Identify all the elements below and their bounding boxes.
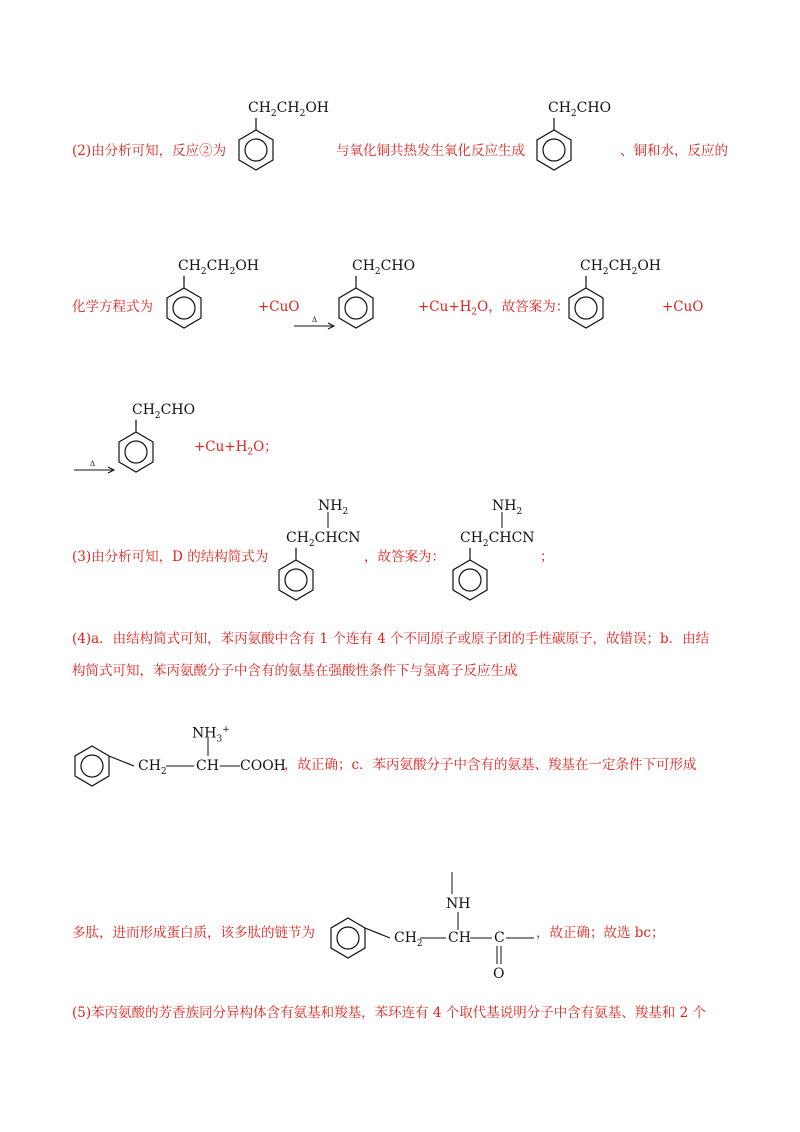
d-chain-label: $CH_2CHCN$ [460,530,535,549]
ch2-label: $CH_2$ [138,758,167,777]
benzene-ring-icon [534,118,574,174]
benzene-ring-icon [72,744,112,788]
section3-answer-text: ，故答案为： [364,549,445,565]
d-chain-label: $CH_2CHCN$ [286,530,361,549]
bond-line [326,512,332,532]
benzene-ring-icon [328,916,368,960]
section4-line3-text: ，故正确；c．苯丙氨酸分子中含有的氨基、羧基在一定条件下可形成 [284,757,697,773]
cooh-label: COOH [240,758,286,774]
products-answer-text: $+Cu+H_2O$，故答案为： [418,299,570,318]
phenylacetaldehyde-formula-label: $CH_2CHO$ [352,258,416,277]
section3-intro-text: (3)由分析可知，D 的结构简式为 [72,549,269,565]
section4-line4-start-text: 多肽，进而形成蛋白质，该多肽的链节为 [72,925,315,941]
benzene-ring-icon [276,548,316,604]
bond-line [470,936,494,942]
section2-intro-text: (2)由分析可知，反应②为 [72,143,227,159]
bond-line [500,512,506,532]
bond-line [506,936,536,942]
double-bond-line [494,946,504,966]
phenylacetaldehyde-formula-label: $CH_2CHO$ [132,402,196,421]
section5-line1-text: (5)苯丙氨酸的芳香族同分异构体含有氨基和羧基，苯环连有 4 个取代基说明分子中含有氨基、羧基和 2 个 [72,1005,706,1021]
section2-mid-text: 与氧化铜共热发生氧化反应生成 [336,143,525,159]
benzene-ring-icon [450,548,490,604]
phenylethanol-formula-label: $CH_2CH_2OH$ [248,100,329,119]
heat-symbol: Δ [90,460,96,468]
benzene-ring-icon [336,276,376,332]
reaction-arrow-icon [74,464,116,474]
phenylacetaldehyde-formula-label: $CH_2CHO$ [548,100,612,119]
ch2-label: $CH_2$ [394,930,423,949]
bond-line [450,872,456,896]
bond-line [220,764,242,770]
benzene-ring-icon [116,420,156,476]
cuo-text: +CuO [662,299,704,315]
nh2-label: $NH_2$ [492,498,523,517]
nh-label: NH [446,896,471,912]
ch-label: CH [448,930,471,946]
nh2-label: $NH_2$ [318,498,349,517]
products-answer-text: $+Cu+H_2O$； [194,439,278,458]
bond-line [456,912,462,932]
section2-end-text: 、铜和水，反应的 [620,143,728,159]
benzene-ring-icon [566,276,606,332]
section3-end-text: ； [540,549,554,565]
benzene-ring-icon [164,276,204,332]
reaction-arrow-icon [294,320,336,330]
bond-line [420,936,448,942]
benzene-ring-icon [236,118,276,174]
phenylethanol-formula-label: $CH_2CH_2OH$ [178,258,259,277]
ch-label: CH [196,758,219,774]
section4-line2-text: 构简式可知，苯丙氨酸分子中含有的氨基在强酸性条件下与氢离子反应生成 [72,663,518,679]
carbonyl-o-label: O [493,966,505,982]
nh3-plus-label: $NH_3^+$ [192,725,230,745]
section4-line1-text: (4)a．由结构简式可知，苯丙氨酸中含有 1 个连有 4 个不同原子或原子团的手性碳原子，故错误；b．由结 [72,631,710,647]
bond-line [166,764,196,770]
cuo-text: +CuO [258,299,300,315]
carbonyl-c-label: C [494,930,505,946]
section4-line4-end-text: ，故正确；故选 bc； [536,925,665,941]
heat-symbol: Δ [312,316,318,324]
section2-line2-text: 化学方程式为 [72,299,153,315]
phenylethanol-formula-label: $CH_2CH_2OH$ [580,258,661,277]
